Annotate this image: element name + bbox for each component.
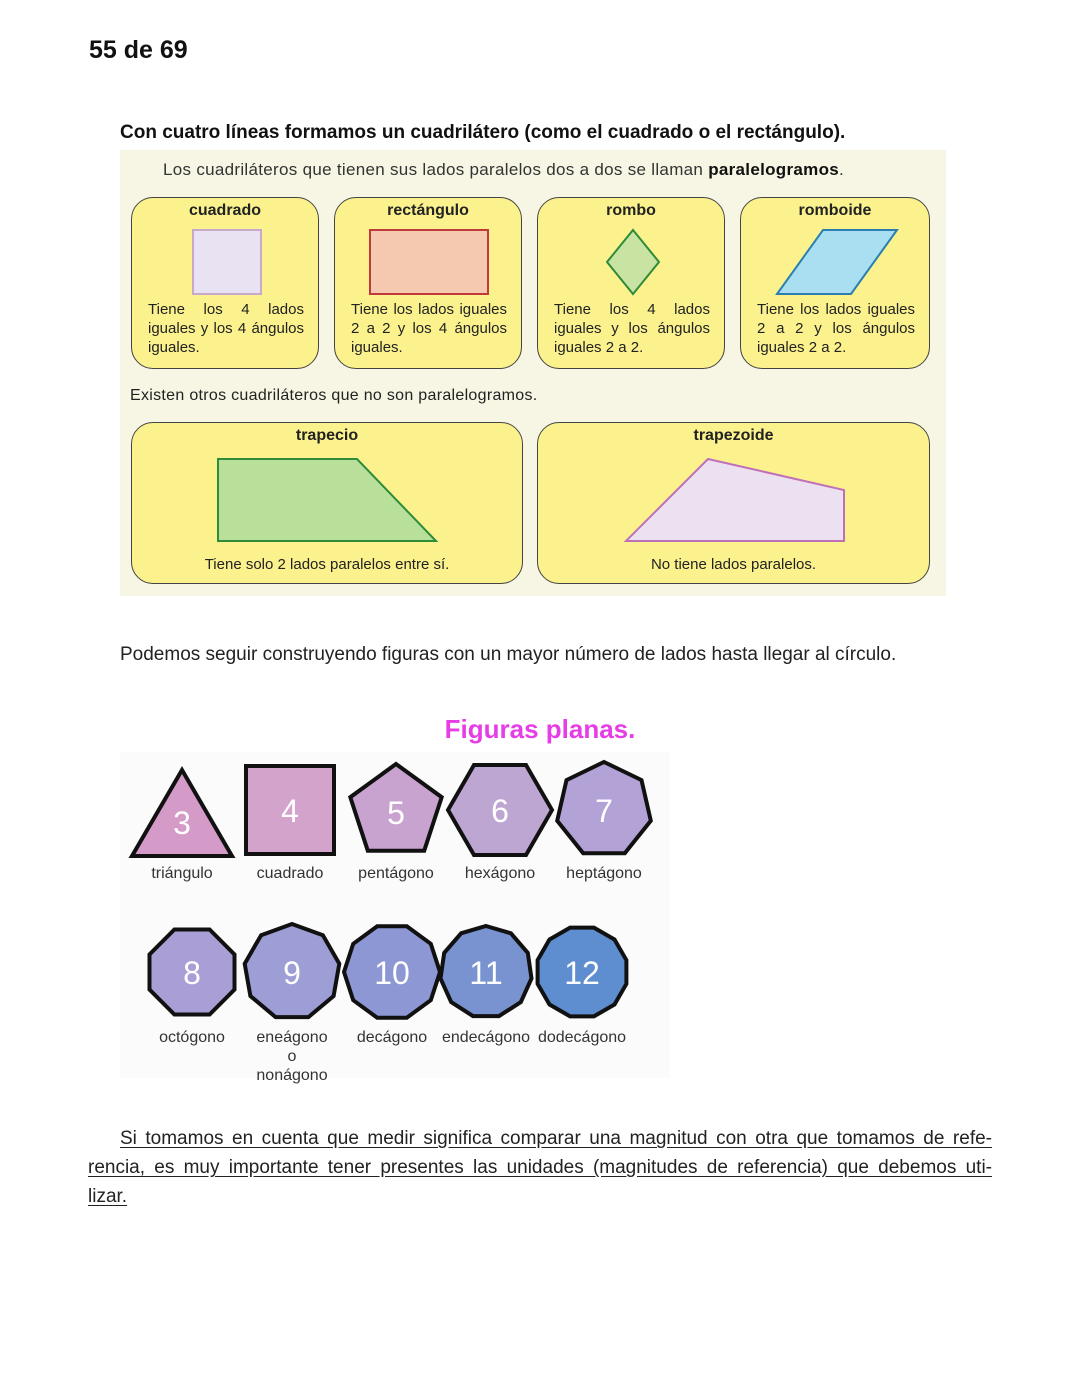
- card-title: romboide: [798, 202, 872, 219]
- card-title: rectángulo: [387, 202, 469, 219]
- polygon-number: 9: [283, 955, 301, 991]
- card-desc: Tiene los 4 lados iguales y los 4 ángulos iguales.: [148, 301, 304, 356]
- trapezium-shape: [538, 453, 931, 553]
- polygon-number: 4: [281, 793, 299, 829]
- plane-figures-chart: [120, 752, 670, 1084]
- page-number: 55 de 69: [89, 36, 188, 64]
- intro-bold-term: paralelogramos: [708, 160, 840, 179]
- paragraph-measurement: [88, 1124, 992, 1211]
- card-trapezoide: [537, 422, 930, 584]
- paragraph-line-1: Si tomamos en cuenta que medir significa comparar una magnitud con otra que tomamos de refe-: [120, 1128, 992, 1149]
- card-title: rombo: [606, 202, 656, 219]
- card-title: trapezoide: [693, 427, 774, 444]
- polygon-number: 8: [183, 955, 201, 991]
- rectangle-shape: [335, 226, 523, 306]
- polygon-number: 6: [491, 793, 509, 829]
- polygon-number: 3: [173, 805, 191, 841]
- paragraph-polygons: Podemos seguir construyendo figuras con un mayor número de lados hasta llegar al círculo.: [120, 644, 897, 665]
- polygon-number: 7: [595, 793, 613, 829]
- rhombus-shape: [538, 226, 726, 306]
- trapezoid-shape: [132, 453, 524, 553]
- parallelograms-intro: [163, 160, 844, 180]
- card-desc: Tiene los lados iguales 2 a 2 y los ángulos iguales 2 a 2.: [757, 301, 915, 356]
- paragraph-line-3: lizar.: [88, 1186, 128, 1207]
- figures-title: Figuras planas.: [444, 714, 636, 744]
- card-rectangulo: [334, 197, 522, 369]
- square-shape: [132, 226, 320, 306]
- polygon-label: eneágono o nonágono: [256, 1029, 328, 1084]
- polygon-number: 12: [564, 955, 600, 991]
- rhomboid-shape: [741, 226, 931, 306]
- section-heading: Con cuatro líneas formamos un cuadrilátero (como el cuadrado o el rectángulo).: [120, 122, 846, 143]
- card-desc: Tiene los lados iguales 2 a 2 y los 4 ángulos iguales.: [351, 301, 507, 356]
- polygon-label: cuadrado: [256, 865, 324, 882]
- polygon-label: triángulo: [151, 865, 213, 882]
- intro-text: Los cuadriláteros que tienen sus lados paralelos dos a dos se llaman: [163, 160, 704, 179]
- card-title: trapecio: [295, 427, 359, 444]
- paragraph-line-2: rencia, es muy importante tener presentes las unidades (magnitudes de referencia) que debemos uti-: [88, 1157, 992, 1178]
- polygon-number: 10: [374, 955, 410, 991]
- card-title: cuadrado: [188, 202, 261, 219]
- polygon-number: 5: [387, 795, 405, 831]
- polygon-label: pentágono: [358, 865, 434, 882]
- card-desc: Tiene los 4 lados iguales y los ángulos iguales 2 a 2.: [554, 301, 710, 356]
- polygon-label: dodecágono: [537, 1029, 627, 1046]
- polygon-number: 11: [469, 955, 503, 991]
- polygon-label: decágono: [356, 1029, 428, 1046]
- intro-end: .: [839, 160, 845, 179]
- non-parallelograms-text: Existen otros cuadriláteros que no son paralelogramos.: [130, 387, 538, 404]
- card-cuadrado: [131, 197, 319, 369]
- card-trapecio: [131, 422, 523, 584]
- polygon-label: endecágono: [441, 1029, 531, 1046]
- card-desc: Tiene solo 2 lados paralelos entre sí.: [204, 556, 450, 573]
- card-romboide: [740, 197, 930, 369]
- polygon-label: heptágono: [566, 865, 642, 882]
- card-desc: No tiene lados paralelos.: [650, 556, 817, 573]
- polygon-label: octógono: [159, 1029, 225, 1046]
- card-rombo: [537, 197, 725, 369]
- polygon-label: hexágono: [464, 865, 536, 882]
